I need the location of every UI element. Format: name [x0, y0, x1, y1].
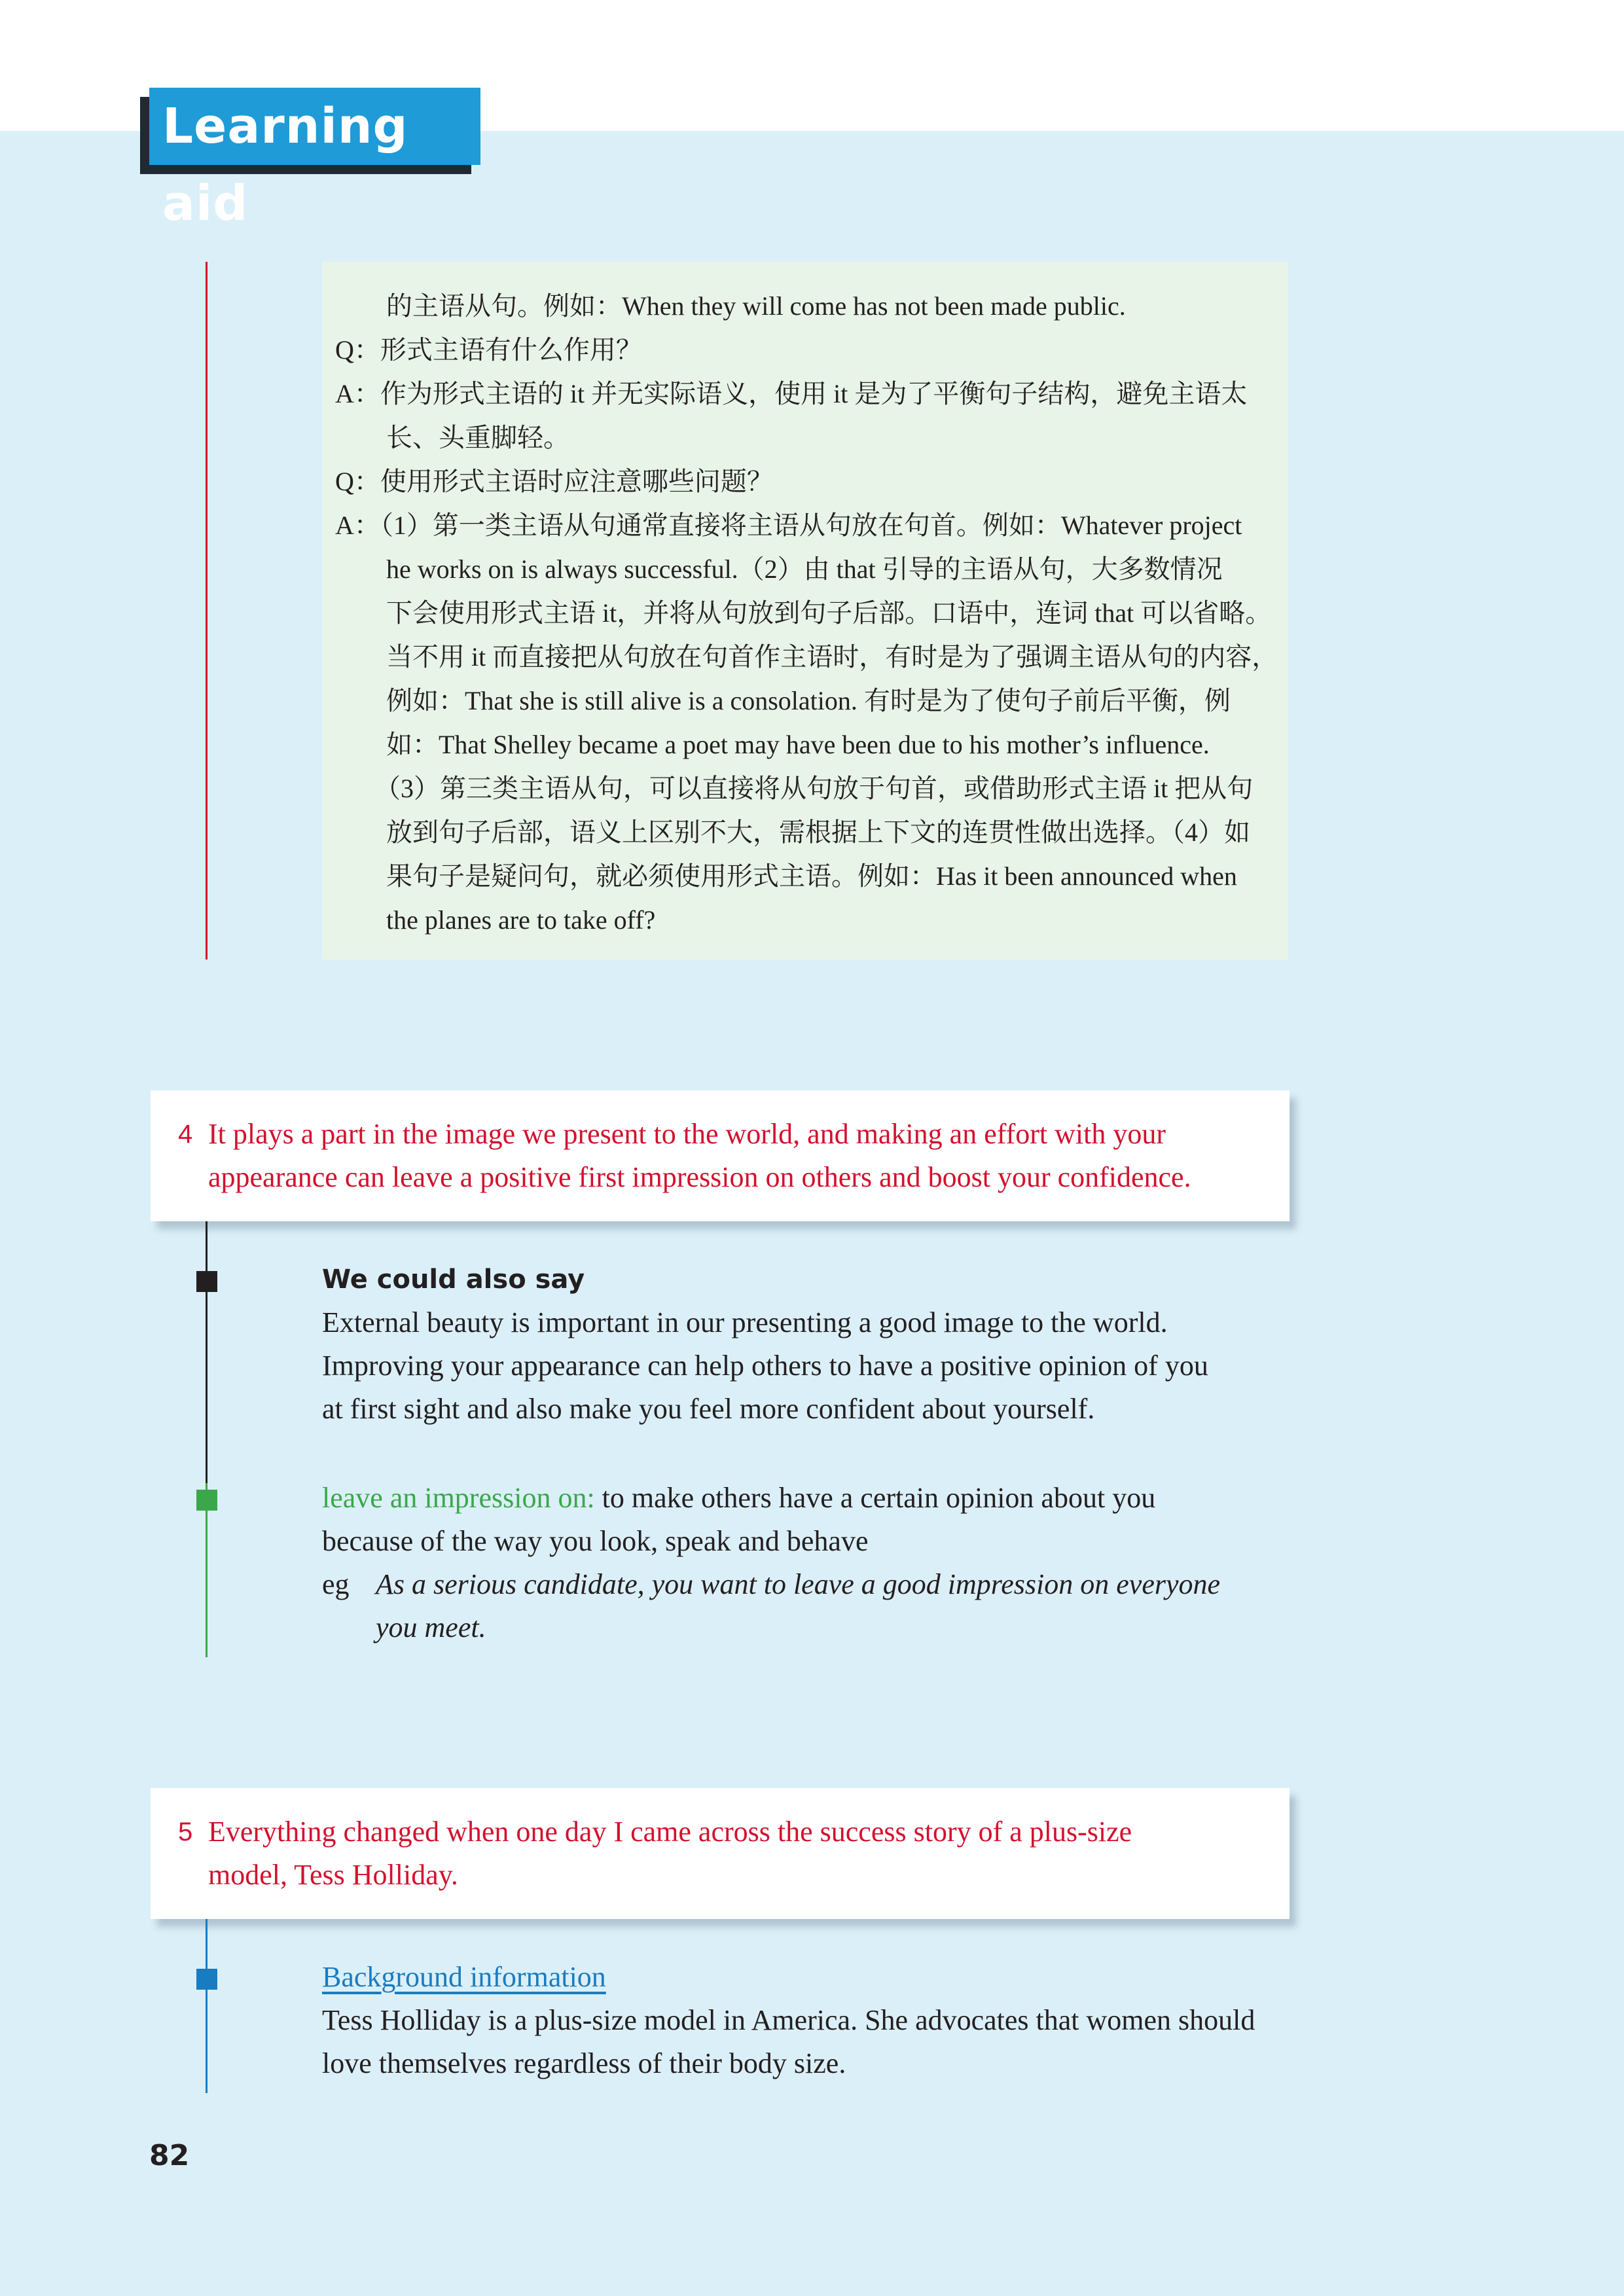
- sentence-line: Everything changed when one day I came across the success story of a plus-size: [208, 1816, 1132, 1848]
- qa-line: 放到句子后部，语义上区别不大，需根据上下文的连贯性做出选择。（4）如: [386, 817, 1250, 847]
- vocab-definition-text: to make others have a certain opinion about you: [594, 1482, 1156, 1514]
- qa-vertical-rule: [206, 262, 208, 960]
- qa-line: 的主语从句。例如：When they will come has not been made public.: [386, 291, 1126, 321]
- qa-line: 下会使用形式主语 it，并将从句放到句子后部。口语中，连词 that 可以省略。: [386, 598, 1272, 628]
- qa-line: A：作为形式主语的 it 并无实际语义，使用 it 是为了平衡句子结构，避免主语太: [335, 379, 1248, 408]
- also-say-square-icon: [196, 1271, 217, 1292]
- sentence-card-5: [151, 1788, 1290, 1919]
- qa-line: he works on is always successful.（2）由 that 引导的主语从句，大多数情况: [386, 554, 1223, 584]
- qa-box: [322, 262, 1288, 960]
- sentence-card-4: [151, 1090, 1290, 1221]
- background-line: love themselves regardless of their body size.: [322, 2047, 846, 2079]
- qa-line: A：（1）第一类主语从句通常直接将主语从句放在句首。例如：Whatever project: [335, 511, 1242, 540]
- background-line: Tess Holliday is a plus-size model in America. She advocates that women should: [322, 2004, 1255, 2036]
- qa-line: the planes are to take off?: [386, 905, 656, 935]
- sentence-number: 4: [178, 1120, 193, 1149]
- sentence-number: 5: [178, 1818, 193, 1846]
- background-vertical-rule: [206, 1919, 208, 2093]
- sentence-line: appearance can leave a positive first impression on others and boost your confidence.: [208, 1161, 1191, 1193]
- vocab-square-icon: [196, 1490, 217, 1511]
- qa-line: 如：That Shelley became a poet may have been due to his mother’s influence.: [386, 730, 1210, 759]
- qa-line: Q：形式主语有什么作用？: [335, 335, 642, 365]
- also-say-vertical-rule: [206, 1221, 208, 1483]
- sentence-line: model, Tess Holliday.: [208, 1859, 458, 1891]
- qa-line: 当不用 it 而直接把从句放在句首作主语时，有时是为了强调主语从句的内容，: [386, 642, 1278, 672]
- background-title: Background information: [322, 1961, 606, 1993]
- also-say-line: at first sight and also make you feel more confident about yourself.: [322, 1393, 1095, 1425]
- sentence-line: It plays a part in the image we present to the world, and making an effort with your: [208, 1118, 1166, 1150]
- also-say-line: External beauty is important in our presenting a good image to the world.: [322, 1306, 1168, 1338]
- background-square-icon: [196, 1969, 217, 1990]
- example-line: you meet.: [376, 1611, 486, 1643]
- vocab-definition: [322, 1477, 1155, 1520]
- vocab-term: leave an impression on:: [322, 1482, 595, 1514]
- vocab-definition-continued: because of the way you look, speak and behave: [322, 1525, 869, 1557]
- also-say-heading: We could also say: [322, 1265, 585, 1295]
- header-title: Learning aid: [149, 88, 480, 165]
- qa-line: 长、头重脚轻。: [386, 423, 569, 452]
- also-say-line: Improving your appearance can help others to have a positive opinion of you: [322, 1350, 1208, 1382]
- qa-line: Q：使用形式主语时应注意哪些问题？: [335, 467, 773, 496]
- example-line: As a serious candidate, you want to leave a good impression on everyone: [376, 1568, 1221, 1600]
- qa-line: （3）第三类主语从句，可以直接将从句放于句首，或借助形式主语 it 把从句: [374, 774, 1254, 803]
- eg-label: eg: [322, 1568, 350, 1600]
- qa-line: 例如：That she is still alive is a consolation. 有时是为了使句子前后平衡，例: [386, 686, 1231, 715]
- qa-line: 果句子是疑问句，就必须使用形式主语。例如：Has it been announced when: [386, 861, 1237, 891]
- page-number: 82: [149, 2139, 190, 2172]
